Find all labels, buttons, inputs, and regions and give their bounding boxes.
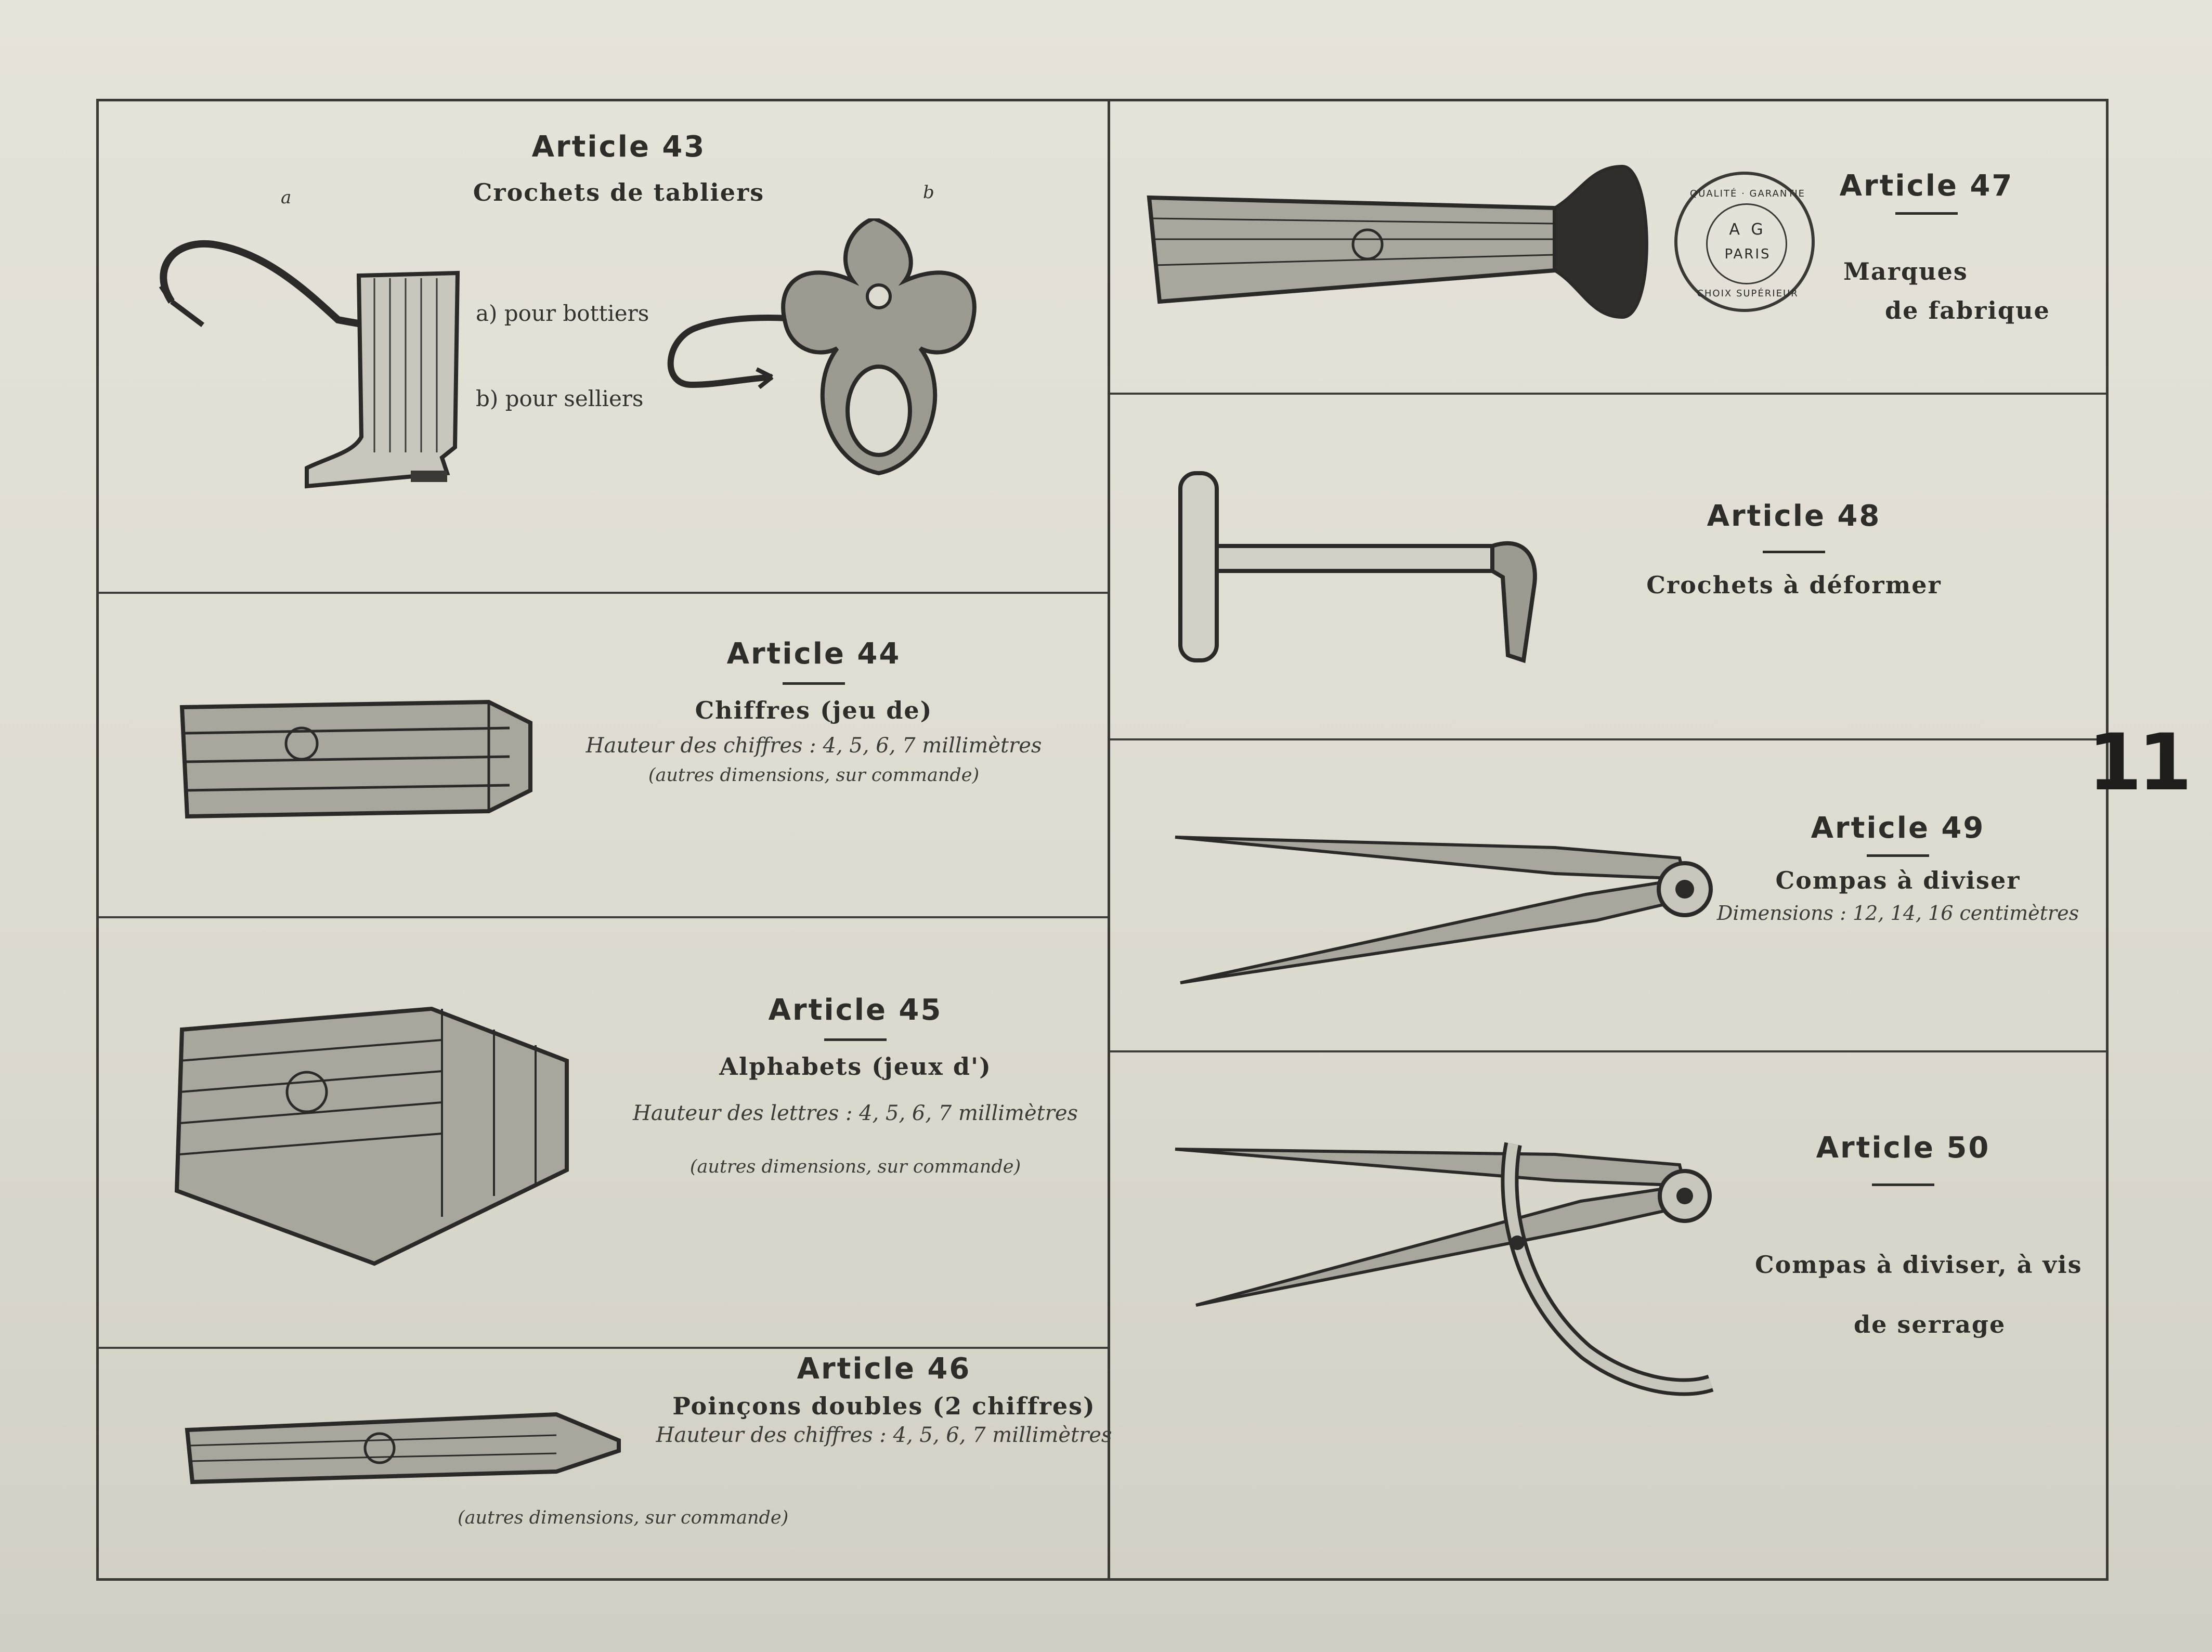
article-48-text (1638, 499, 1950, 599)
article-44-text (520, 637, 1108, 786)
maker-seal (1674, 172, 1815, 312)
article-48-separator (1763, 551, 1825, 553)
screw-dividers-illustration (1170, 1134, 1721, 1404)
article-43-label-b: b (923, 182, 934, 203)
row-divider-left-3 (99, 1347, 1108, 1349)
article-44-separator (783, 682, 845, 685)
article-46-note: (autres dimensions, sur commande) (458, 1507, 789, 1528)
row-divider-left-2 (99, 916, 1108, 918)
article-45-spec: Hauteur des lettres : 4, 5, 6, 7 millimètres (632, 1101, 1078, 1125)
article-48-title: Article 48 (1707, 499, 1881, 533)
article-43-title: Article 43 (531, 130, 706, 164)
article-45-title: Article 45 (768, 993, 943, 1027)
maker-seal-city: PARIS (1724, 246, 1771, 262)
article-49-description: Compas à diviser (1775, 866, 2021, 894)
article-46-spec: Hauteur des chiffres : 4, 5, 6, 7 millimètres (656, 1423, 1112, 1447)
row-divider-right-3 (1110, 1050, 2106, 1052)
article-47-description-line2: de fabrique (1885, 296, 2050, 324)
article-47-title-block (1830, 169, 2023, 224)
dividers-compass-illustration (1170, 822, 1721, 993)
article-45-separator (824, 1038, 887, 1041)
article-43-item-b: b) pour selliers (476, 386, 644, 411)
article-50-description-line2: de serrage (1854, 1310, 2006, 1338)
article-46-title: Article 46 (797, 1352, 971, 1386)
double-punch-illustration (182, 1404, 629, 1492)
number-punch-set-illustration (177, 686, 541, 822)
article-45-note: (autres dimensions, sur commande) (689, 1156, 1021, 1177)
article-49-text (1716, 811, 2080, 925)
row-divider-right-2 (1110, 738, 2106, 740)
article-46-text (624, 1352, 1144, 1447)
row-divider-left-1 (99, 592, 1108, 594)
article-49-separator (1867, 854, 1929, 857)
article-45-text (572, 993, 1139, 1177)
maker-seal-initials: A G (1729, 220, 1766, 239)
article-47-separator (1895, 212, 1958, 215)
article-44-spec: Hauteur des chiffres : 4, 5, 6, 7 millimètres (585, 734, 1042, 758)
maker-seal-inner-ring (1706, 203, 1787, 284)
article-50-title-block (1742, 1131, 2064, 1205)
article-45-description: Alphabets (jeux d') (719, 1052, 992, 1081)
maker-seal-ring-bottom: CHOIX SUPÉRIEUR (1697, 288, 1799, 299)
article-50-separator (1872, 1183, 1934, 1186)
article-46-description: Poinçons doubles (2 chiffres) (672, 1392, 1096, 1420)
row-divider-right-1 (1110, 393, 2106, 395)
article-44-description: Chiffres (jeu de) (695, 696, 933, 724)
maker-seal-ring-top: QUALITÉ · GARANTIE (1689, 188, 1806, 199)
article-48-description: Crochets à déformer (1646, 571, 1942, 599)
article-49-title: Article 49 (1811, 811, 1985, 845)
article-44-title: Article 44 (726, 637, 901, 671)
article-49-spec: Dimensions : 12, 14, 16 centimètres (1716, 902, 2079, 925)
side-page-number: 11 (2088, 718, 2188, 808)
article-50-description-line1: Compas à diviser, à vis (1755, 1251, 2083, 1279)
deforming-hook-illustration (1170, 468, 1550, 666)
article-43-description: Crochets de tabliers (473, 178, 765, 206)
branding-stamp-illustration (1144, 161, 1659, 328)
alphabet-punch-set-illustration (172, 998, 577, 1269)
article-47-description-line1: Marques (1843, 257, 1968, 285)
article-43-header (416, 130, 822, 206)
article-43-item-a: a) pour bottiers (476, 301, 649, 326)
article-43-label-a: a (281, 187, 292, 208)
article-50-title: Article 50 (1816, 1131, 1990, 1165)
saddler-hook-illustration (660, 218, 1087, 489)
article-47-title: Article 47 (1839, 169, 2014, 203)
boot-with-hook-illustration (140, 229, 473, 510)
article-44-note: (autres dimensions, sur commande) (648, 765, 980, 786)
